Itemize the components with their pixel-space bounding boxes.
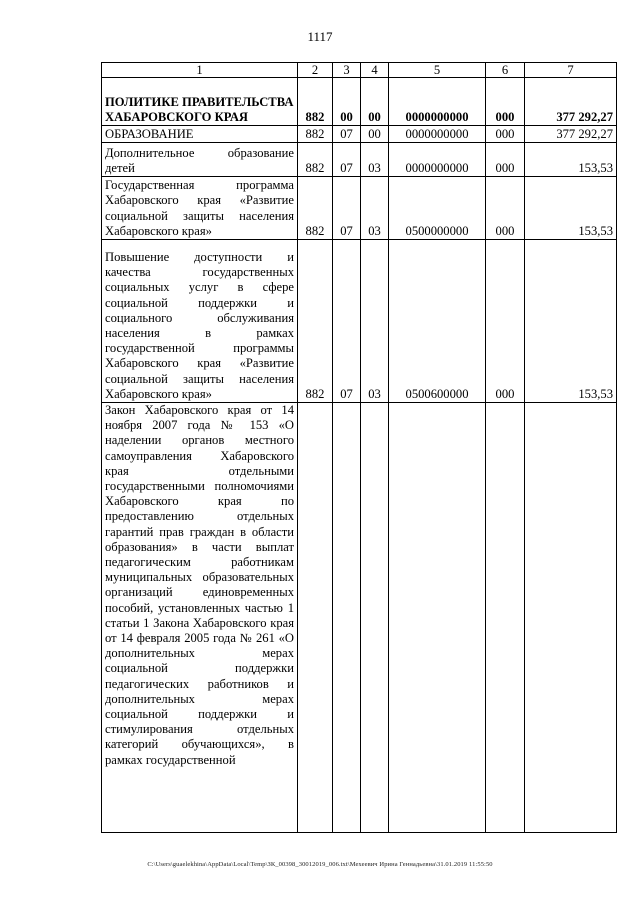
budget-table [101,62,617,833]
column-header: 4 [361,63,389,78]
row-col3: 00 [333,78,361,126]
row-col5: 0000000000 [389,78,486,126]
row-col3: 07 [333,177,361,240]
row-col6: 000 [486,177,525,240]
row-col2: 882 [298,126,333,143]
row-name: Дополнительное образование детей [102,143,298,177]
row-col6: 000 [486,126,525,143]
row-col2: 882 [298,177,333,240]
row-col7: 153,53 [525,240,617,403]
row-name: ОБРАЗОВАНИЕ [102,126,298,143]
column-header: 5 [389,63,486,78]
page-number: 1117 [307,29,333,44]
file-path-footer: C:\Users\guaelekhina\AppData\Local\Temp\ЗК_00398_30012019_006.txt\Мехеевич Ирина Геннадьевна\31.01.2019 11:55:50 [147,861,493,868]
table-row [102,240,617,403]
row-col5: 0500000000 [389,177,486,240]
column-header: 3 [333,63,361,78]
row-name: Закон Хабаровского края от 14 ноября 2007 года № 153 «О наделении органов местного самоуправления Хабаровского края отдельными государственными полномочиями Хабаровского края по предоставлению отдельных гарантий прав граждан в области образования» в части выплат педагогическим работникам муниципальных образовательных организаций единовременных пособий, установленных частью 1 статьи 1 Закона Хабаровского края от 14 февраля 2005 года № 261 «О дополнительных мерах социальной поддержки педагогических работников и дополнительных мерах социальной поддержки и стимулирования отдельных категорий обучающихся», в рамках государственной [102,403,298,833]
row-col7: 153,53 [525,177,617,240]
table-row [102,143,617,177]
row-name: ПОЛИТИКЕ ПРАВИТЕЛЬСТВА ХАБАРОВСКОГО КРАЯ [102,78,298,126]
row-col7: 153,53 [525,143,617,177]
row-col2: 882 [298,143,333,177]
table-row [102,403,617,833]
row-col6 [486,403,525,833]
row-col5 [389,403,486,833]
row-col2 [298,403,333,833]
table-row [102,126,617,143]
row-col2: 882 [298,240,333,403]
row-col7: 377 292,27 [525,126,617,143]
table-row [102,177,617,240]
row-col4 [361,403,389,833]
row-col4: 00 [361,126,389,143]
row-col4: 03 [361,240,389,403]
row-col4: 03 [361,177,389,240]
row-col2: 882 [298,78,333,126]
row-col4: 00 [361,78,389,126]
row-col5: 0500600000 [389,240,486,403]
column-header: 6 [486,63,525,78]
table-row [102,78,617,126]
row-col5: 0000000000 [389,126,486,143]
row-col7: 377 292,27 [525,78,617,126]
row-col6: 000 [486,240,525,403]
row-col5: 0000000000 [389,143,486,177]
row-col3: 07 [333,240,361,403]
table-header-row [102,63,617,78]
column-header: 7 [525,63,617,78]
row-col6: 000 [486,78,525,126]
column-header: 1 [102,63,298,78]
row-col4: 03 [361,143,389,177]
row-col7 [525,403,617,833]
row-col6: 000 [486,143,525,177]
row-name: Государственная программа Хабаровского края «Развитие социальной защиты населения Хабаровского края» [102,177,298,240]
row-col3: 07 [333,143,361,177]
row-col3 [333,403,361,833]
row-col3: 07 [333,126,361,143]
row-name: Повышение доступности и качества государственных социальных услуг в сфере социальной поддержки и социального обслуживания населения в рамках государственной программы Хабаровского края «Развитие социальной защиты населения Хабаровского края» [102,240,298,403]
column-header: 2 [298,63,333,78]
